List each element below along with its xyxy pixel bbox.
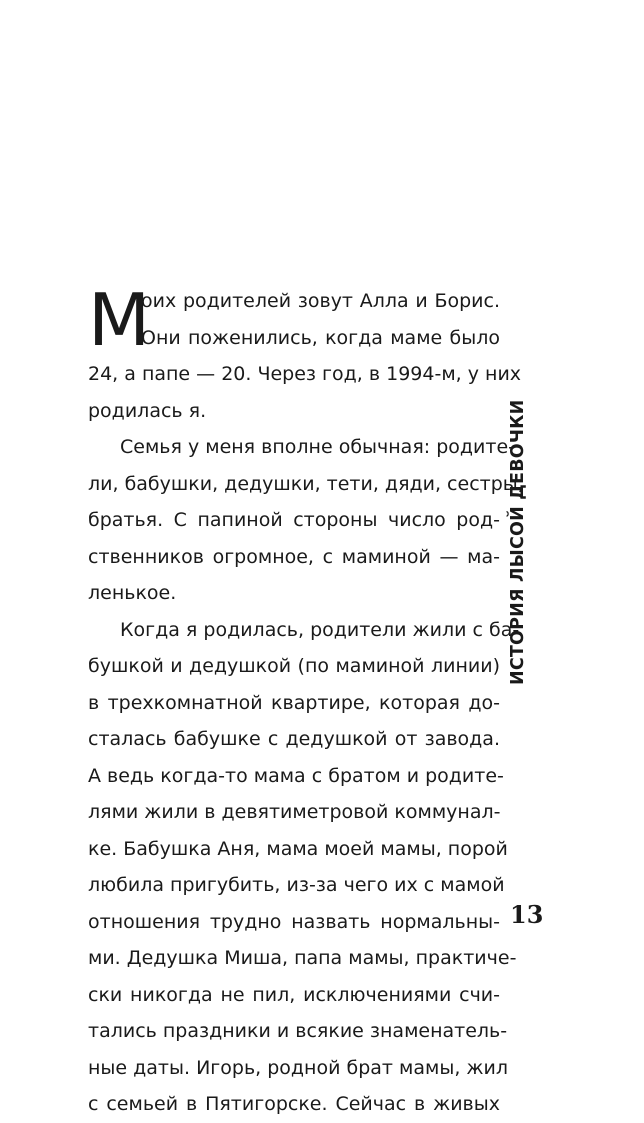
text-line: Они поженились, когда маме было	[141, 326, 500, 349]
running-head: ИСТОРИЯ ЛЫСОЙ ДЕВОЧКИ	[508, 399, 528, 685]
drop-cap: М	[88, 278, 151, 362]
text-line: родилась я.	[88, 399, 207, 422]
text-line: ли, бабушки, дедушки, тети, дяди, сестры,	[88, 472, 524, 495]
text-line: оих родителей зовут Алла и Борис.	[141, 290, 500, 312]
text-line: ке. Бабушка Аня, мама моей мамы, порой	[88, 837, 508, 860]
text-line: 24, а папе — 20. Через год, в 1994-м, у них	[88, 363, 522, 385]
text-line: ственников огромное, с маминой — ма-	[88, 545, 500, 568]
text-line: в трехкомнатной квартире, которая до-	[88, 691, 500, 714]
text-line: отношения трудно назвать нормальны-	[88, 910, 500, 933]
text-line: тались праздники и всякие знаменатель-	[88, 1020, 508, 1042]
text-line: братья. С папиной стороны число род-	[88, 509, 500, 531]
text-line: ми. Дедушка Миша, папа мамы, практиче-	[88, 947, 517, 969]
text-line: сталась бабушке с дедушкой от завода.	[88, 728, 500, 750]
text-line: с семьей в Пятигорске. Сейчас в живых	[88, 1093, 500, 1115]
text-line: Семья у меня вполне обычная: родите-	[120, 436, 515, 458]
text-line: бушкой и дедушкой (по маминой линии)	[88, 655, 500, 677]
text-line: А ведь когда-то мама с братом и родите-	[88, 764, 504, 787]
text-line: ски никогда не пил, исключениями счи-	[88, 983, 500, 1006]
page-number: 13	[510, 900, 544, 929]
text-line: лями жили в девятиметровой коммунал-	[88, 801, 501, 823]
text-line: Когда я родилась, родители жили с ба-	[120, 618, 520, 641]
text-line: ные даты. Игорь, родной брат мамы, жил	[88, 1056, 509, 1079]
text-line: любила пригубить, из-за чего их с мамой	[88, 874, 505, 896]
text-line: ленькое.	[88, 582, 177, 604]
